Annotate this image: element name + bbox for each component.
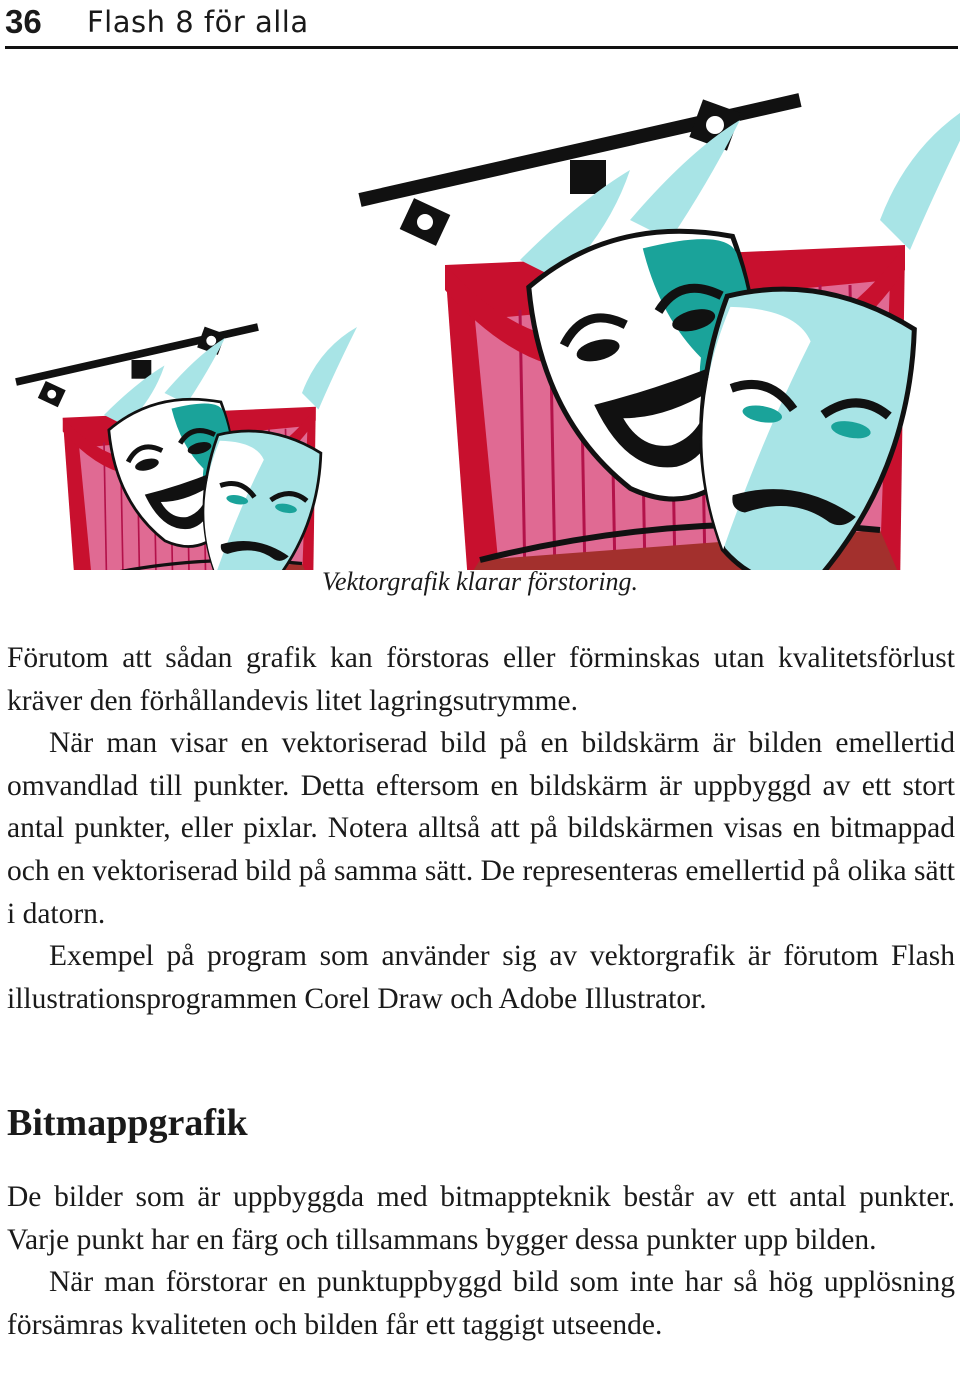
section-1-text (7, 637, 955, 1020)
section-heading: Bitmappgrafik (7, 1102, 248, 1144)
page-header (5, 0, 958, 49)
large-scene (360, 99, 960, 570)
small-scene (16, 327, 357, 570)
section-2-text (7, 1176, 955, 1346)
paragraph: De bilder som är uppbyggda med bitmappteknik består av ett antal punkter. Varje punkt har en färg och tillsammans bygger dessa punkter upp bilden. (7, 1181, 955, 1256)
book-title: Flash 8 för alla (87, 5, 309, 39)
figure-caption: Vektorgrafik klarar förstoring. (321, 567, 639, 596)
paragraph: När man förstorar en punktuppbyggd bild som inte har så hög upplösning försämras kvaliteten och bilden får ett taggigt utseende. (7, 1266, 955, 1341)
paragraph: Förutom att sådan grafik kan förstoras eller förminskas utan kvalitetsförlust kräver den förhållandevis litet lagringsutrymme. (7, 642, 955, 717)
page-number: 36 (5, 3, 42, 40)
paragraph: Exempel på program som använder sig av vektorgrafik är förutom Flash illustrationsprogrammen Corel Draw och Adobe Illustrator. (7, 940, 955, 1015)
theater-masks-illustration (0, 60, 960, 570)
paragraph: När man visar en vektoriserad bild på en bildskärm är bilden emellertid omvandlad till punkter. Detta eftersom en bildskärm är uppbyggd av ett stort antal punkter, eller pixlar. Notera alltså att på bildskärmen visas en bitmappad och en vektoriserad bild på samma sätt. De representeras emellertid på olika sätt i datorn. (7, 727, 955, 930)
